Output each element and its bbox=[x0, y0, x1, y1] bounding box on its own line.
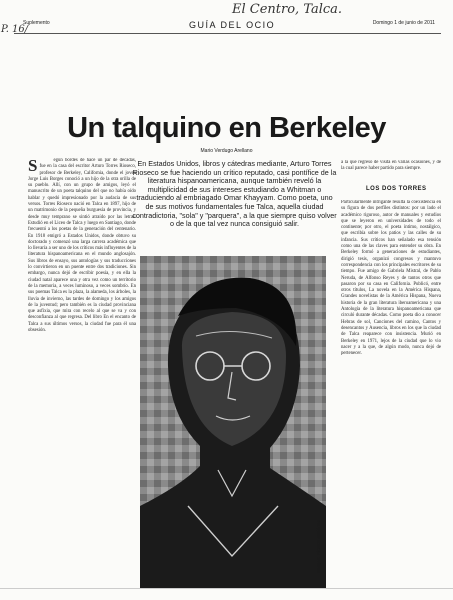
article-lede: En Estados Unidos, libros y cátedras mediante, Arturo Torres Rioseco se fue haciendo un crítico reputado, casi pontífice de la literatura hispanoamericana, aunque también reveló la multiplicidad de sus intereses estudiando a Whitman o traduciendo al embriagado Omar Khayyam. Como poeta, uno de sus motivos fundamentales fue Talca, aquella ciudad contradictoria, "sola" y "parquera", a la que siempre quiso volver o de la que tal vez nunca consiguió salir. bbox=[132, 159, 337, 229]
section-label: Suplemento bbox=[23, 20, 50, 26]
body-column-right-top: a la que regresó de visita en varias ocasiones, y de la cual parece haber partido para siempre. bbox=[341, 160, 441, 172]
page-fold-line bbox=[0, 588, 453, 589]
masthead bbox=[14, 20, 439, 30]
issue-date: Domingo 1 de junio de 2011 bbox=[372, 20, 435, 26]
handwritten-page-number: P. 16/ bbox=[1, 24, 29, 35]
body-column-right: Particularmente intrigante resulta la coexistencia en su figura de dos perfiles distintos: por un lado el académico riguroso, autor de manuales y estudios que se leyeron en universidades de todo el continente; por otro, el poeta íntimo, nostálgico, que escribía sobre los patios y las calles de su infancia. Sus críticos han señalado esa tensión como una de las claves para entender su obra. En Berkeley formó a generaciones de estudiantes, dirigió tesis, organizó congresos y mantuvo correspondencia con los principales escritores de su tiempo. Fue amigo de Gabriela Mistral, de Pablo Neruda, de Alfonso Reyes y de tantos otros que pasaron por su casa en California. Publicó, entre otros títulos, La novela en la América Hispana, Grandes novelistas de la América Hispana, Nueva historia de la gran literatura iberoamericana y una Antología de la literatura hispanoamericana que circuló durante décadas. Como poeta dio a conocer Hebras de sol, Canciones del camino, Cantos y desencantos y Ausencia, libros en los que la ciudad de Talca reaparece con insistencia. Murió en Berkeley en 1971, lejos de la ciudad que lo vio nacer y a la que, de algún modo, nunca dejó de pertenecer. bbox=[341, 200, 441, 357]
handwritten-source-note: El Centro, Talca. bbox=[232, 2, 343, 17]
header-rule bbox=[14, 33, 441, 34]
photo-credit: Imagen: Ricardo Gutiérrez bbox=[316, 520, 321, 573]
section-subhead: LOS DOS TORRES bbox=[366, 186, 427, 192]
section-title: GUÍA DEL OCIO bbox=[189, 20, 276, 30]
drop-cap: S bbox=[28, 158, 38, 175]
body-column-left bbox=[28, 158, 136, 582]
portrait-illustration bbox=[140, 256, 326, 588]
body-text-left: egún bordes de hace un par de décadas, fue en la casa del escritor Arturo Torres Rioseco, profesor de Berkeley, California, donde el joven Jorge Luis Borges conoció a un hijo de la otra orilla de su pueblo. Allí, con un grupo de amigos, leyó el manuscrito de un poeta talquino del que no había oído hablar y quedó impresionado por la audacia de sus versos. Torres Rioseco nació en Talca en 1897, hijo de un matrimonio de la pequeña burguesía de provincia, y desde muy temprano se sintió atraído por las letras. Estudió en el Liceo de Talca y luego en Santiago, donde frecuentó a los poetas de la generación del centenario. En 1918 emigró a Estados Unidos, donde obtuvo su doctorado y comenzó una larga carrera académica que lo llevaría a ser uno de los críticos más influyentes de la literatura hispanoamericana en el mundo anglosajón. Sus libros de ensayo, sus antologías y sus traducciones lo convirtieron en un puente entre dos tradiciones. Sin embargo, nunca dejó de escribir poesía, y en ella la ciudad natal aparece una y otra vez como un territorio de la memoria, a veces luminoso, a veces sombrío. En sus poemas Talca es la plaza, la alameda, los árboles, la lluvia de invierno, las tardes de domingo y los amigos de la juventud; pero también es la ciudad provinciana que asfixia, que mira con recelo al que se va y con desconfianza al que regresa. Del libro En el encanto de Talca a sus últimos versos, la ciudad fue para él una obsesión. bbox=[28, 158, 136, 334]
article-title: Un talquino en Berkeley bbox=[67, 112, 386, 144]
article-byline: Mario Verdugo Arellano bbox=[200, 148, 253, 154]
